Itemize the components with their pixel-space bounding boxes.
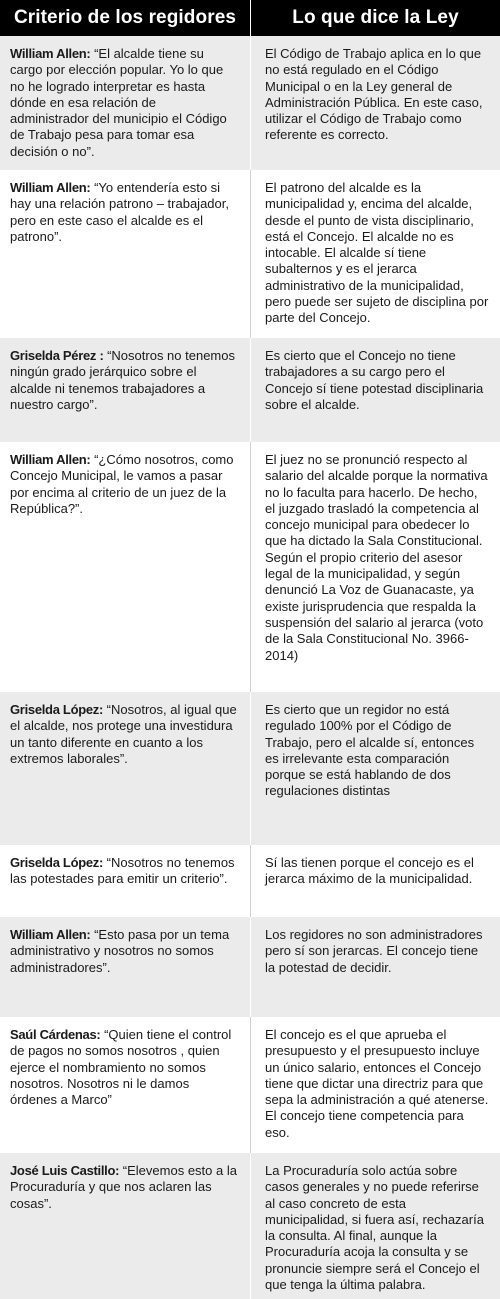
table-header bbox=[0, 0, 500, 36]
table-row bbox=[0, 692, 500, 845]
header-right: Lo que dice la Ley bbox=[250, 0, 500, 36]
table-row bbox=[0, 1153, 500, 1299]
speaker-name: William Allen: bbox=[10, 927, 91, 942]
speaker-quote: “Esto pasa por un tema administrativo y nosotros no somos administradores”. bbox=[10, 927, 230, 975]
header-left: Criterio de los regidores bbox=[13, 7, 237, 28]
law-statement: El juez no se pronunció respecto al salario del alcalde porque la normativa no lo faculta para hacerlo. De hecho, el juzgado trasladó la competencia al concejo municipal para obedecer lo que ha dictado la Sala Constitucional. Según el propio criterio del asesor legal de la municipalidad, y según denunció La Voz de Guanacaste, ya existe jurisprudencia que respalda la suspensión del salario al jerarca (voto de la Sala Constitucional No. 3966-2014) bbox=[250, 442, 500, 692]
regidor-criterion bbox=[0, 845, 250, 917]
regidor-criterion bbox=[0, 1153, 250, 1299]
regidor-criterion bbox=[0, 1017, 250, 1153]
regidor-criterion bbox=[0, 338, 250, 442]
speaker-quote: “Elevemos esto a la Procuraduría y que nos aclaren las cosas”. bbox=[10, 1163, 237, 1211]
speaker-quote: “Yo entendería esto si hay una relación patrono – trabajador, pero en este caso el alcalde es el patrono”. bbox=[10, 180, 229, 244]
law-statement: La Procuraduría solo actúa sobre casos generales y no puede referirse al caso concreto de esta municipalidad, si fuera así, rechazaría la consulta. Al final, aunque la Procuraduría acoja la consulta y se pronuncie siempre será el Concejo el que tenga la última palabra. bbox=[250, 1153, 500, 1299]
speaker-quote: “Nosotros no tenemos ningún grado jerárquico sobre el alcalde ni tenemos trabajadores a nuestro cargo”. bbox=[10, 348, 235, 412]
table-row bbox=[0, 36, 500, 170]
speaker-quote: “El alcalde tiene su cargo por elección popular. Yo lo que no he logrado interpretar es hasta dónde en esa relación de administrador del municipio el Código de Trabajo pesa para tomar esa decisión o no”. bbox=[10, 46, 227, 159]
law-statement: Sí las tienen porque el concejo es el jerarca máximo de la municipalidad. bbox=[250, 845, 500, 917]
table-row bbox=[0, 1017, 500, 1153]
speaker-name: William Allen: bbox=[10, 46, 91, 61]
table-row bbox=[0, 338, 500, 442]
speaker-quote: “Nosotros no tenemos las potestades para emitir un criterio”. bbox=[10, 855, 235, 887]
speaker-name: Griselda López: bbox=[10, 702, 104, 717]
law-statement: El concejo es el que aprueba el presupuesto y el presupuesto incluye un único salario, entonces el Concejo tiene que dictar una directriz para que sepa la administración a qué atenerse. El concejo tiene competencia para eso. bbox=[250, 1017, 500, 1153]
law-statement: El Código de Trabajo aplica en lo que no está regulado en el Código Municipal o en la Ley general de Administración Pública. En este caso, utilizar el Código de Trabajo como referente es correcto. bbox=[250, 36, 500, 170]
speaker-name: José Luis Castillo: bbox=[10, 1163, 120, 1178]
speaker-name: Saúl Cárdenas: bbox=[10, 1027, 101, 1042]
law-statement: Es cierto que un regidor no está regulado 100% por el Código de Trabajo, pero el alcalde sí, entonces es irrelevante esta comparación porque se está hablando de dos regulaciones distintas bbox=[250, 692, 500, 845]
regidor-criterion bbox=[0, 442, 250, 692]
regidor-criterion bbox=[0, 170, 250, 338]
regidor-criterion bbox=[0, 692, 250, 845]
law-statement: Es cierto que el Concejo no tiene trabajadores a su cargo pero el Concejo sí tiene potestad disciplinaria sobre el alcalde. bbox=[250, 338, 500, 442]
law-statement: Los regidores no son administradores pero sí son jerarcas. El concejo tiene la potestad de decidir. bbox=[250, 917, 500, 1017]
speaker-quote: “¿Cómo nosotros, como Concejo Municipal, le vamos a pasar por encima al criterio de un juez de la República?”. bbox=[10, 452, 234, 516]
regidor-criterion bbox=[0, 917, 250, 1017]
speaker-name: Griselda Pérez : bbox=[10, 348, 104, 363]
speaker-quote: “Quien tiene el control de pagos no somos nosotros , quien ejerce el nombramiento no somos nosotros. Nosotros ni le damos órdenes a Marco” bbox=[10, 1027, 232, 1108]
table-row bbox=[0, 170, 500, 338]
table-row bbox=[0, 917, 500, 1017]
speaker-name: William Allen: bbox=[10, 180, 91, 195]
table-row bbox=[0, 442, 500, 692]
regidor-criterion bbox=[0, 36, 250, 170]
speaker-quote: “Nosotros, al igual que el alcalde, nos protege una investidura un tanto diferente en cuanto a los extremos laborales”. bbox=[10, 702, 237, 766]
speaker-name: Griselda López: bbox=[10, 855, 104, 870]
speaker-name: William Allen: bbox=[10, 452, 91, 467]
table-row bbox=[0, 845, 500, 917]
law-statement: El patrono del alcalde es la municipalidad y, encima del alcalde, desde el punto de vista disciplinario, está el Concejo. El alcalde no es intocable. El alcalde sí tiene subalternos y es el jerarca administrativo de la municipalidad, pero puede ser sujeto de disciplina por parte del Concejo. bbox=[250, 170, 500, 338]
